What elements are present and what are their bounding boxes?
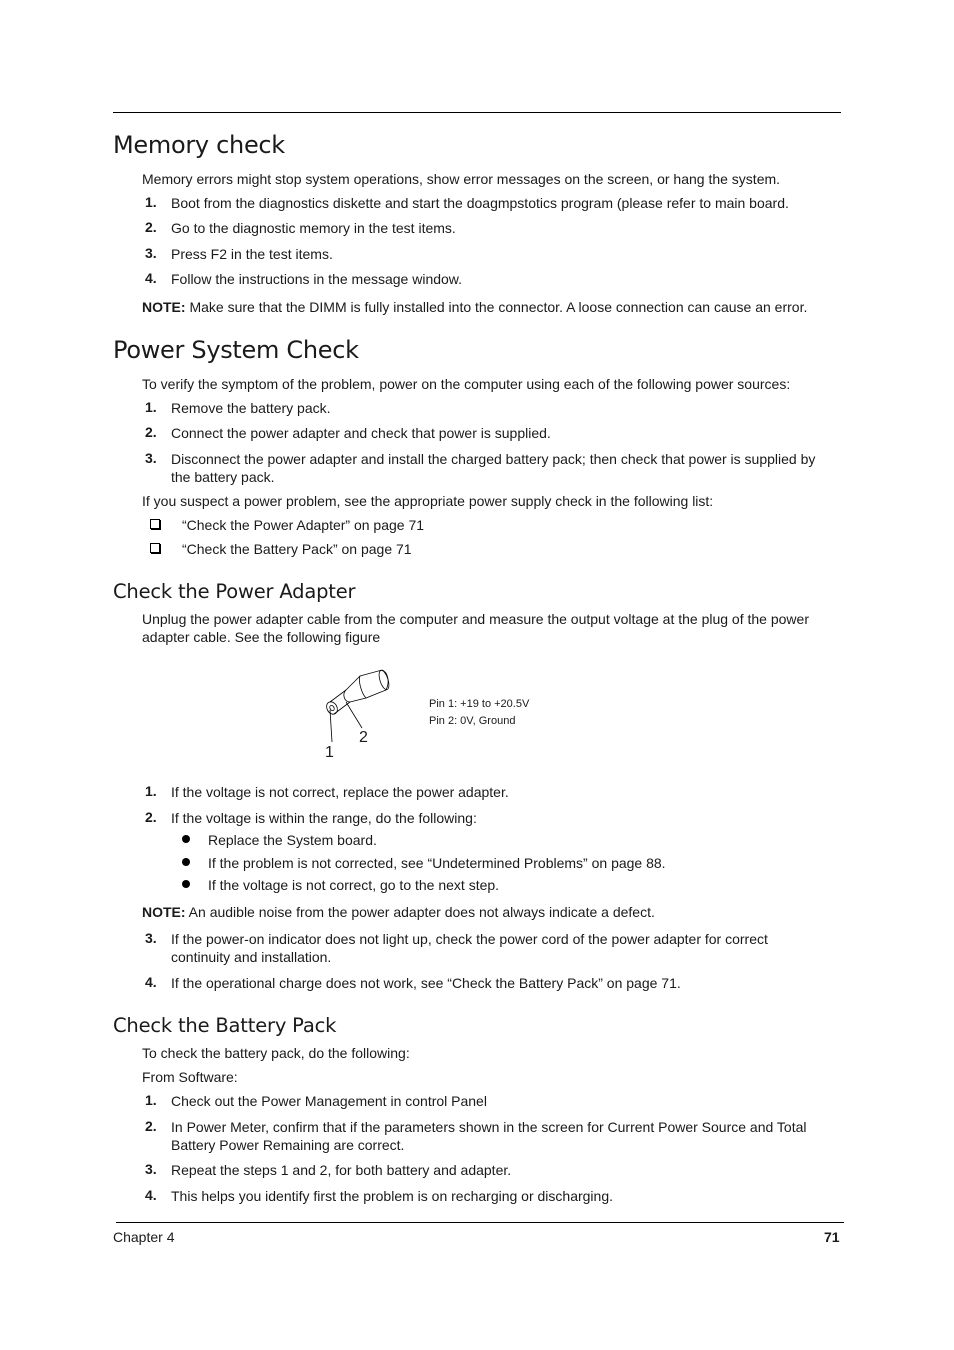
pin2-number: 2 [359, 729, 368, 746]
footer-page-number: 71 [824, 1229, 840, 1245]
adapter-step-3-line1: If the power-on indicator does not light up, check the power cord of the power adapter for correct [171, 931, 768, 947]
bullet-dot-icon [182, 835, 190, 843]
bullet-dot-icon [182, 880, 190, 888]
adapter-note [142, 903, 655, 921]
adapter-bullet-3: If the voltage is not correct, go to the next step. [208, 877, 500, 893]
step-number: 1. [145, 1092, 157, 1108]
pin2-label: Pin 2: 0V, Ground [429, 715, 516, 727]
power-step-3-line2: the battery pack. [171, 469, 275, 485]
step-number: 1. [145, 194, 157, 210]
bullet-dot-icon [182, 858, 190, 866]
check-power-adapter-heading: Check the Power Adapter [113, 580, 356, 603]
link-check-battery-pack[interactable]: “Check the Battery Pack” on page 71 [182, 541, 412, 557]
note-label: NOTE: [142, 904, 186, 920]
memory-step-2: Go to the diagnostic memory in the test items. [171, 220, 456, 236]
battery-step-2-line1: In Power Meter, confirm that if the parameters shown in the screen for Current Power Source and Total [171, 1119, 807, 1135]
step-number: 4. [145, 974, 157, 990]
memory-step-4: Follow the instructions in the message window. [171, 271, 463, 287]
memory-check-heading: Memory check [113, 131, 285, 159]
link-check-power-adapter[interactable]: “Check the Power Adapter” on page 71 [182, 517, 425, 533]
power-intro: To verify the symptom of the problem, power on the computer using each of the following power sources: [142, 376, 791, 392]
header-rule [113, 112, 841, 113]
memory-step-1: Boot from the diagnostics diskette and start the doagmpstotics program (please refer to main board. [171, 195, 789, 211]
step-number: 3. [145, 450, 157, 466]
step-number: 3. [145, 245, 157, 261]
step-number: 1. [145, 783, 157, 799]
note-text: An audible noise from the power adapter does not always indicate a defect. [185, 904, 655, 920]
power-step-2: Connect the power adapter and check that power is supplied. [171, 425, 551, 441]
power-suspect-text: If you suspect a power problem, see the appropriate power supply check in the following list: [142, 493, 714, 509]
memory-note [142, 298, 807, 316]
pin1-label: Pin 1: +19 to +20.5V [429, 698, 530, 710]
step-number: 2. [145, 424, 157, 440]
step-number: 2. [145, 1118, 157, 1134]
battery-step-3: Repeat the steps 1 and 2, for both battery and adapter. [171, 1162, 512, 1178]
check-battery-pack-heading: Check the Battery Pack [113, 1014, 337, 1037]
power-step-3-line1: Disconnect the power adapter and install the charged battery pack; then check that power is supplied by [171, 451, 816, 467]
adapter-step-1: If the voltage is not correct, replace the power adapter. [171, 784, 509, 800]
step-number: 1. [145, 399, 157, 415]
battery-step-4: This helps you identify first the problem is on recharging or discharging. [171, 1188, 613, 1204]
adapter-bullet-1: Replace the System board. [208, 832, 377, 848]
adapter-step-4: If the operational charge does not work, see “Check the Battery Pack” on page 71. [171, 975, 681, 991]
adapter-step-2: If the voltage is within the range, do the following: [171, 810, 477, 826]
adapter-intro-line2: adapter cable. See the following figure [142, 629, 381, 645]
checkbox-bullet-icon [150, 543, 160, 553]
battery-intro: To check the battery pack, do the following: [142, 1045, 410, 1061]
step-number: 2. [145, 219, 157, 235]
step-number: 3. [145, 1161, 157, 1177]
battery-step-2-line2: Battery Power Remaining are correct. [171, 1137, 405, 1153]
note-label: NOTE: [142, 299, 186, 315]
checkbox-bullet-icon [150, 519, 160, 529]
adapter-step-3-line2: continuity and installation. [171, 949, 332, 965]
power-step-1: Remove the battery pack. [171, 400, 331, 416]
step-number: 4. [145, 270, 157, 286]
footer-chapter: Chapter 4 [113, 1229, 175, 1245]
step-number: 3. [145, 930, 157, 946]
step-number: 2. [145, 809, 157, 825]
adapter-bullet-2: If the problem is not corrected, see “Undetermined Problems” on page 88. [208, 855, 666, 871]
footer-rule [116, 1222, 844, 1223]
pin1-number: 1 [325, 744, 334, 761]
note-text: Make sure that the DIMM is fully installed into the connector. A loose connection can cause an error. [185, 299, 808, 315]
adapter-intro-line1: Unplug the power adapter cable from the computer and measure the output voltage at the plug of the power [142, 611, 809, 627]
battery-from-software: From Software: [142, 1069, 238, 1085]
battery-step-1: Check out the Power Management in control Panel [171, 1093, 487, 1109]
step-number: 4. [145, 1187, 157, 1203]
power-system-check-heading: Power System Check [113, 336, 359, 364]
memory-step-3: Press F2 in the test items. [171, 246, 333, 262]
memory-intro: Memory errors might stop system operations, show error messages on the screen, or hang the system. [142, 171, 781, 187]
